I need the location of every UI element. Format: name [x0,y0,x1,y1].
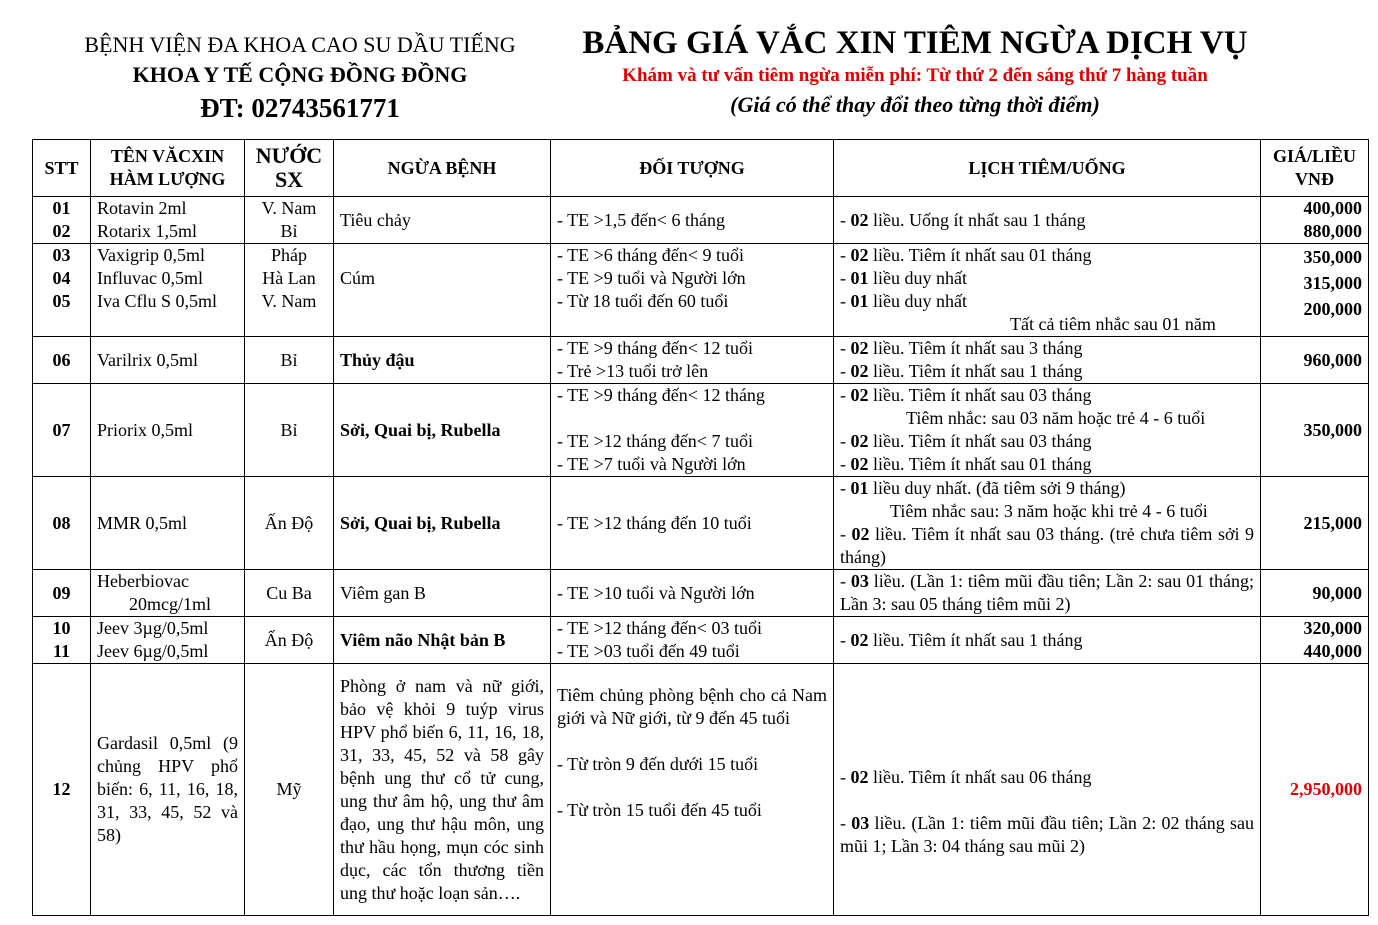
schedule-cell: - 02 liều. Uống ít nhất sau 1 tháng [834,197,1261,244]
table-row [33,477,1369,570]
stt-cell: 10 11 [33,617,91,664]
schedule-cell: - 02 liều. Tiêm ít nhất sau 3 tháng - 02 liều. Tiêm ít nhất sau 1 tháng [834,337,1261,384]
disease-cell: Viêm gan B [334,570,551,617]
price-cell: 2,950,000 [1261,664,1369,916]
vaccine-cell: Priorix 0,5ml [91,384,245,477]
price-cell: 215,000 [1261,477,1369,570]
schedule-cell: - 02 liều. Tiêm ít nhất sau 01 tháng - 01 liều duy nhất - 01 liều duy nhất Tất cả tiêm nhắc sau 01 năm [834,244,1261,337]
col-vaccine: TÊN VĂCXIN HÀM LƯỢNG [91,140,245,197]
booster-note: Tiêm nhắc sau: 3 năm hoặc khi trẻ 4 - 6 tuổi [890,501,1208,521]
country-cell: Bỉ [245,337,334,384]
schedule-cell: - 01 liều duy nhất. (đã tiêm sởi 9 tháng) Tiêm nhắc sau: 3 năm hoặc khi trẻ 4 - 6 tuổi - 02 liều. Tiêm ít nhất sau 03 tháng. (trẻ chưa tiêm sởi 9 tháng) [834,477,1261,570]
stt-cell: 12 [33,664,91,916]
price-note: (Giá có thể thay đổi theo từng thời điểm) [730,92,1100,117]
disease-cell: Thủy đậu [334,337,551,384]
country-cell: Bỉ [245,384,334,477]
vaccine-cell: Heberbiovac 20mcg/1ml [91,570,245,617]
disease-cell: Viêm não Nhật bản B [334,617,551,664]
department-name: KHOA Y TẾ CỘNG ĐỒNG ĐỒNG [132,62,468,87]
stt-cell: 07 [33,384,91,477]
disease-cell: Sởi, Quai bị, Rubella [334,477,551,570]
table-row [33,570,1369,617]
country-cell: Ấn Độ [245,617,334,664]
price-cell: 400,000 880,000 [1261,197,1369,244]
price-table [32,139,1369,916]
col-country: NƯỚC SX [245,140,334,197]
vaccine-cell: MMR 0,5ml [91,477,245,570]
target-cell: - TE >12 tháng đến< 03 tuổi - TE >03 tuổi đến 49 tuổi [551,617,834,664]
consult-note: Khám và tư vấn tiêm ngừa miễn phí: Từ thứ 2 đến sáng thứ 7 hàng tuần [622,65,1208,86]
header-right [545,22,1285,122]
schedule-cell: - 03 liều. (Lần 1: tiêm mũi đầu tiên; Lần 2: sau 01 tháng; Lần 3: sau 05 tháng tiêm mũi 2) [834,570,1261,617]
vaccine-cell: Rotavin 2ml Rotarix 1,5ml [91,197,245,244]
target-cell: - TE >1,5 đến< 6 tháng [551,197,834,244]
price-cell: 350,000 [1261,384,1369,477]
disease-cell: Cúm [334,244,551,337]
stt-cell: 09 [33,570,91,617]
target-cell: - TE >10 tuổi và Người lớn [551,570,834,617]
header-left [40,30,560,126]
page-title: BẢNG GIÁ VẮC XIN TIÊM NGỪA DỊCH VỤ [582,25,1248,61]
country-cell: Cu Ba [245,570,334,617]
col-disease: NGỪA BỆNH [334,140,551,197]
stt-cell: 03 04 05 [33,244,91,337]
table-row [33,384,1369,477]
table-row [33,664,1369,916]
col-stt: STT [33,140,91,197]
col-schedule: LỊCH TIÊM/UỐNG [834,140,1261,197]
price-cell: 350,000 315,000 200,000 [1261,244,1369,337]
booster-note: Tiêm nhắc: sau 03 năm hoặc trẻ 4 - 6 tuổi [906,408,1206,428]
schedule-cell: - 02 liều. Tiêm ít nhất sau 06 tháng - 03 liều. (Lần 1: tiêm mũi đầu tiên; Lần 2: 02 tháng sau mũi 1; Lần 3: 04 tháng sau mũi 2) [834,664,1261,916]
target-cell: - TE >9 tháng đến< 12 tháng - TE >12 tháng đến< 7 tuổi - TE >7 tuổi và Người lớn [551,384,834,477]
country-cell: Ấn Độ [245,477,334,570]
country-cell: Mỹ [245,664,334,916]
table-row [33,197,1369,244]
table-row [33,617,1369,664]
hospital-name: BỆNH VIỆN ĐA KHOA CAO SU DẦU TIẾNG [84,32,516,57]
phone-number: ĐT: 02743561771 [200,93,400,123]
table-header-row [33,140,1369,197]
country-cell: Pháp Hà Lan V. Nam [245,244,334,337]
vaccine-cell: Jeev 3µg/0,5ml Jeev 6µg/0,5ml [91,617,245,664]
target-cell: Tiêm chủng phòng bệnh cho cả Nam giới và Nữ giới, từ 9 đến 45 tuổi - Từ tròn 9 đến dưới 15 tuổi - Từ tròn 15 tuổi đến 45 tuổi [551,664,834,916]
stt-cell: 08 [33,477,91,570]
price-cell: 320,000 440,000 [1261,617,1369,664]
price-cell: 90,000 [1261,570,1369,617]
schedule-cell: - 02 liều. Tiêm ít nhất sau 03 tháng Tiêm nhắc: sau 03 năm hoặc trẻ 4 - 6 tuổi - 02 liều. Tiêm ít nhất sau 03 tháng - 02 liều. Tiêm ít nhất sau 01 tháng [834,384,1261,477]
booster-note: Tất cả tiêm nhắc sau 01 năm [1010,314,1216,334]
vaccine-cell: Vaxigrip 0,5ml Influvac 0,5ml Iva Cflu S 0,5ml [91,244,245,337]
disease-cell: Tiêu chảy [334,197,551,244]
vaccine-cell: Varilrix 0,5ml [91,337,245,384]
stt-cell: 01 02 [33,197,91,244]
target-cell: - TE >9 tháng đến< 12 tuổi - Trẻ >13 tuổi trở lên [551,337,834,384]
disease-cell: Sởi, Quai bị, Rubella [334,384,551,477]
price-cell: 960,000 [1261,337,1369,384]
target-cell: - TE >12 tháng đến 10 tuổi [551,477,834,570]
disease-cell: Phòng ở nam và nữ giới, bảo vệ khỏi 9 tuýp virus HPV phổ biến 6, 11, 16, 18, 31, 33, 45, 52 và 58 gây bệnh ung thư cổ tử cung, ung thư âm hộ, ung thư âm đạo, ung thư hậu môn, ung thư hầu họng, mụn cóc sinh dục, các tổn thương tiền ung thư hoặc loạn sản…. [334,664,551,916]
vaccine-cell: Gardasil 0,5ml (9 chủng HPV phổ biến: 6, 11, 16, 18, 31, 33, 45, 52 và 58) [91,664,245,916]
table-row [33,244,1369,337]
table-row [33,337,1369,384]
col-price: GIÁ/LIỀU VNĐ [1261,140,1369,197]
col-target: ĐỐI TƯỢNG [551,140,834,197]
schedule-cell: - 02 liều. Tiêm ít nhất sau 1 tháng [834,617,1261,664]
country-cell: V. Nam Bỉ [245,197,334,244]
stt-cell: 06 [33,337,91,384]
target-cell: - TE >6 tháng đến< 9 tuổi - TE >9 tuổi và Người lớn - Từ 18 tuổi đến 60 tuổi [551,244,834,337]
